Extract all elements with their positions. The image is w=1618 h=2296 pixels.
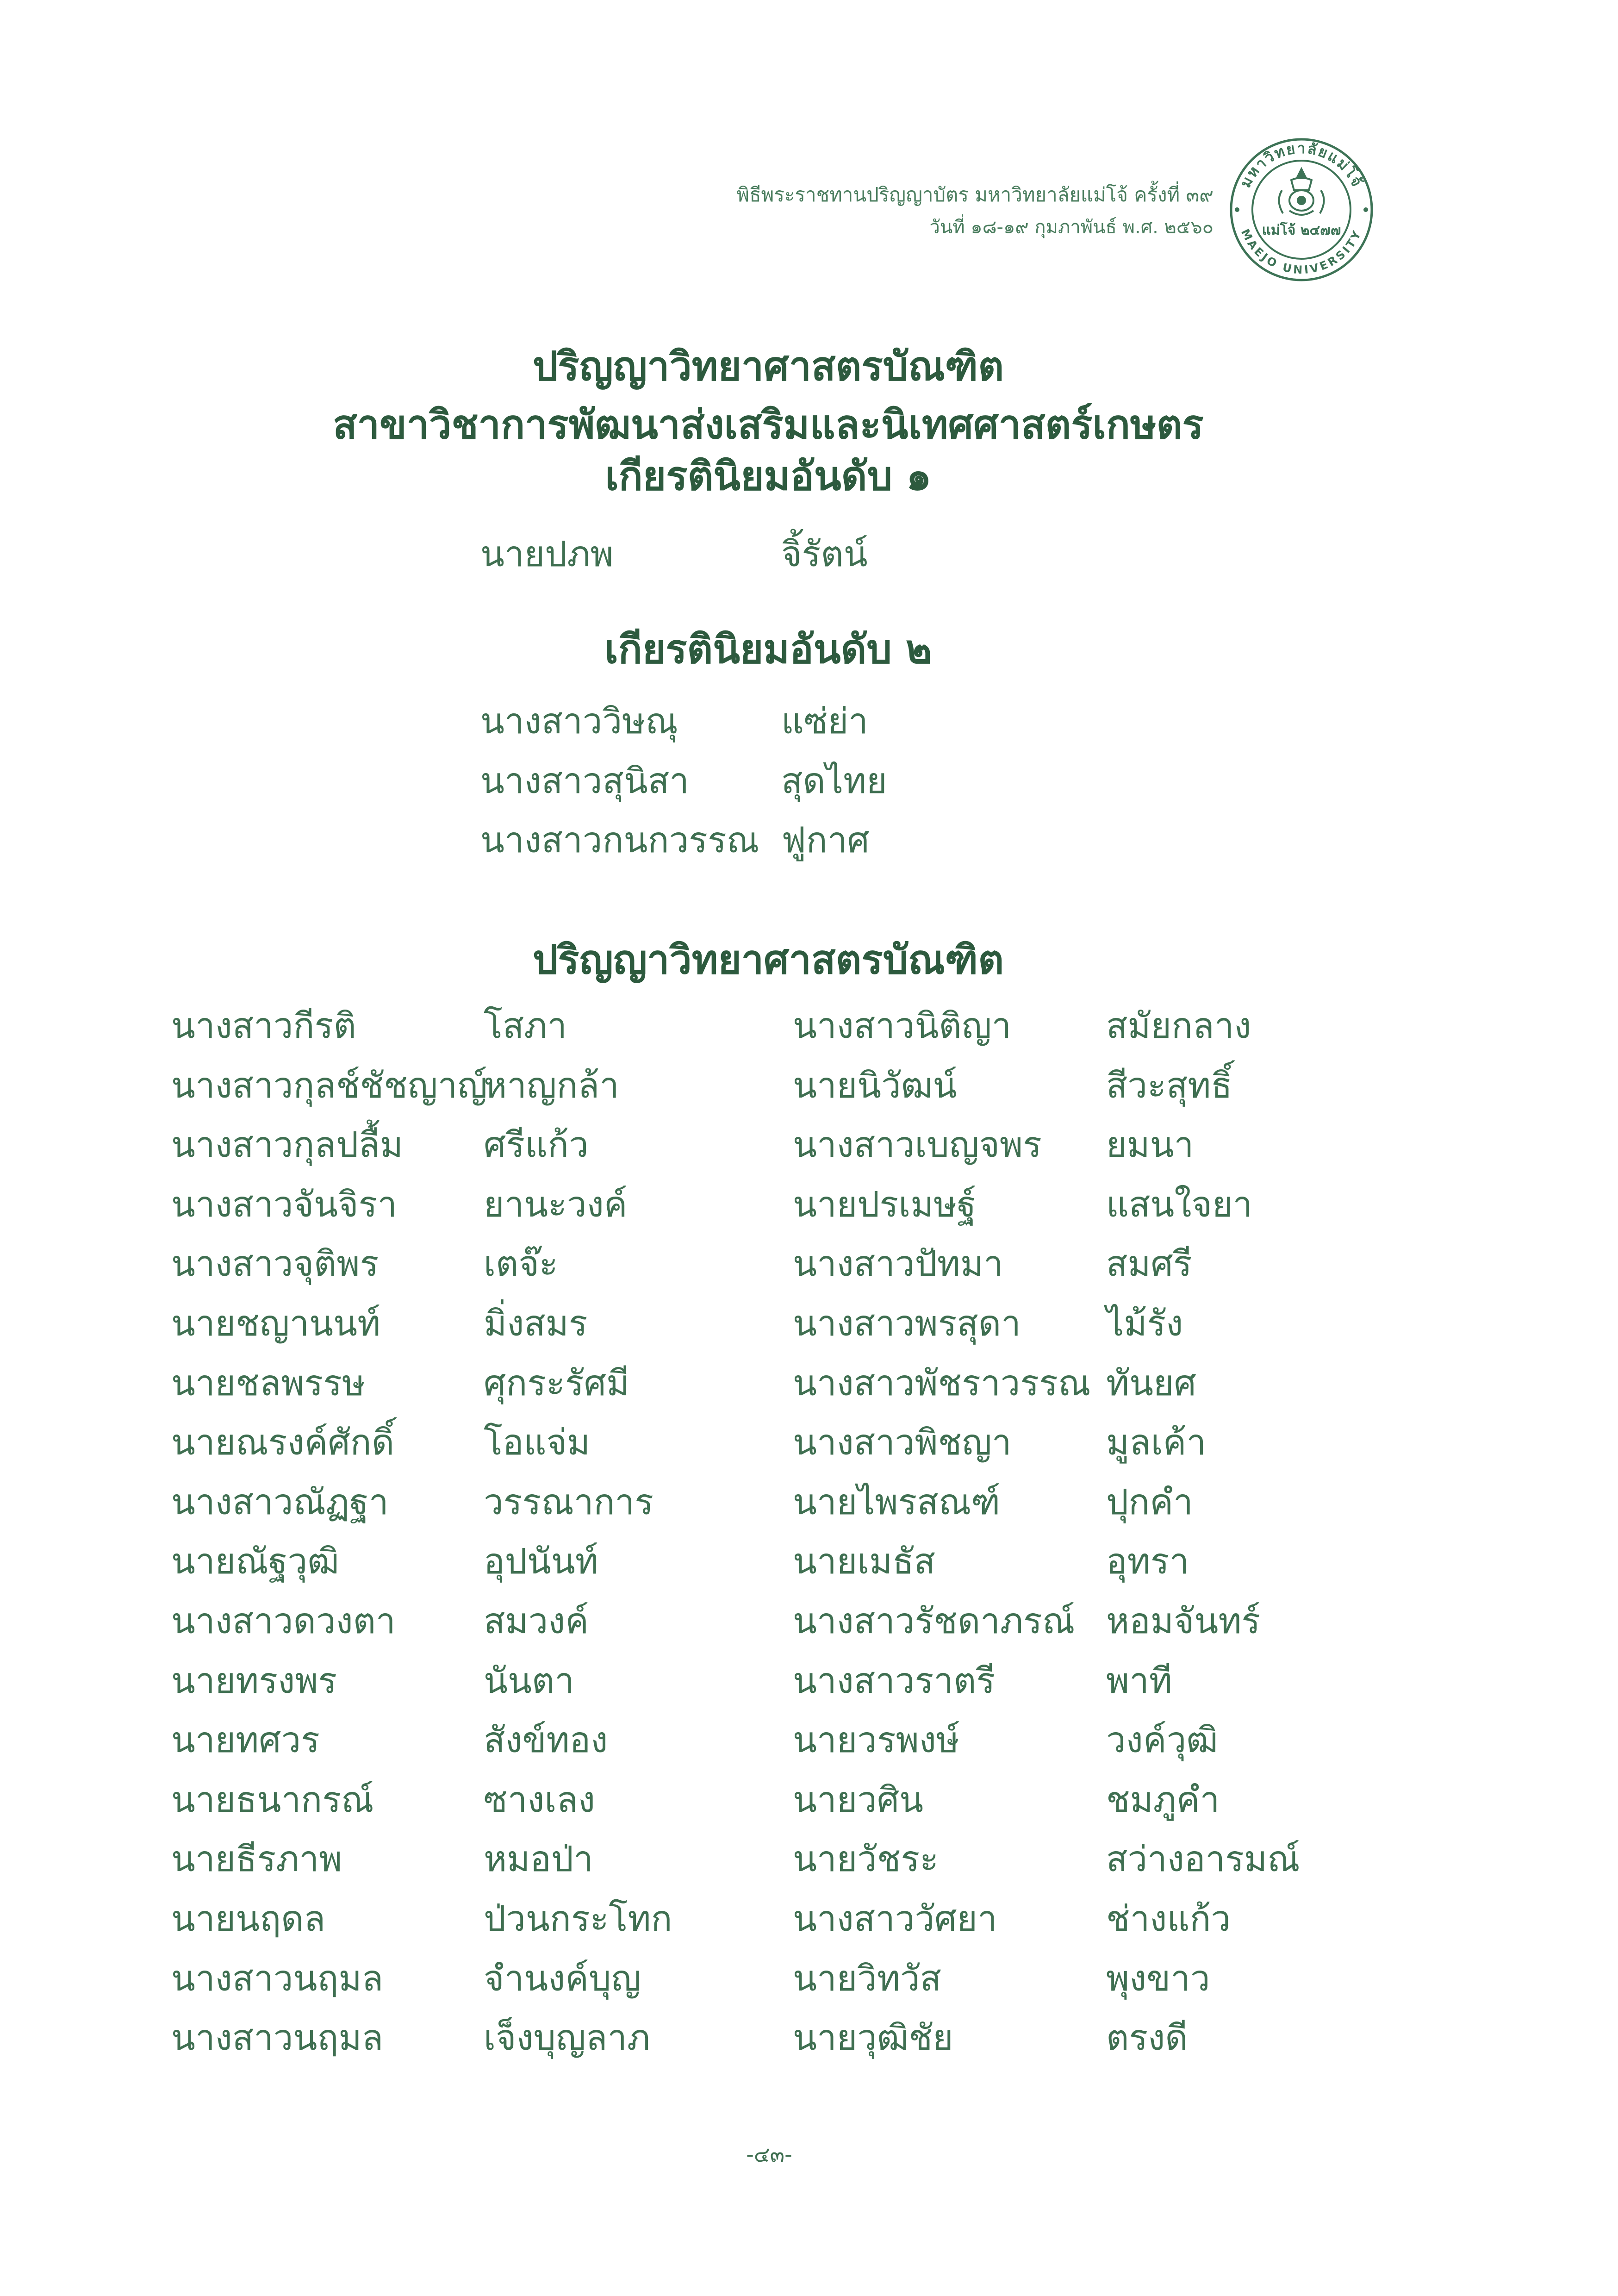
graduate-list-right-column	[793, 996, 1394, 2068]
graduate-given-name: นางสาวกีรติ	[171, 1005, 356, 1046]
graduate-row	[793, 1056, 1394, 1116]
graduate-surname: ช่างแก้ว	[1106, 1897, 1231, 1939]
graduate-row	[171, 1591, 773, 1651]
graduate-surname: ยมนา	[1106, 1124, 1194, 1166]
graduate-given-name: นายวรพงษ์	[793, 1719, 959, 1761]
graduate-row	[171, 1175, 773, 1235]
graduate-row	[480, 524, 1082, 584]
graduate-surname: เตจ๊ะ	[484, 1243, 558, 1285]
graduate-row	[480, 811, 1082, 870]
graduate-row	[793, 2008, 1394, 2068]
graduate-given-name: นางสาวณัฏฐา	[171, 1481, 389, 1522]
graduate-row	[171, 1651, 773, 1711]
graduate-row	[793, 996, 1394, 1056]
graduate-row	[793, 1710, 1394, 1770]
ceremony-date: วันที่ ๑๘-๑๙ กุมภาพันธ์ พ.ศ. ๒๕๖๐	[929, 217, 1214, 238]
graduate-given-name: นายชลพรรษ	[171, 1362, 366, 1404]
graduate-row	[171, 1949, 773, 2009]
graduate-row	[480, 751, 1082, 811]
graduate-given-name: นางสาวจุติพร	[171, 1243, 379, 1285]
graduate-row	[793, 1175, 1394, 1235]
honors-2-heading: เกียรตินิยมอันดับ ๒	[604, 626, 932, 673]
graduate-given-name: นางสาวรัชดาภรณ์	[793, 1600, 1075, 1641]
graduate-given-name: นางสาวกนกวรรณ	[480, 819, 759, 861]
graduate-row	[171, 1472, 773, 1532]
graduate-surname: ศุกระรัศมี	[484, 1362, 630, 1404]
graduate-surname: สุดไทย	[781, 760, 887, 801]
graduate-given-name: นายณัฐวุฒิ	[171, 1541, 339, 1582]
graduate-surname: สังข์ทอง	[484, 1719, 608, 1761]
graduate-row	[793, 1234, 1394, 1294]
graduate-surname: ชมภูคำ	[1106, 1778, 1220, 1820]
graduate-given-name: นายวัชระ	[793, 1838, 939, 1880]
graduate-row	[793, 1354, 1394, 1413]
graduate-given-name: นางสาวนฤมล	[171, 1957, 384, 1999]
regular-degree-heading: ปริญญาวิทยาศาสตรบัณฑิต	[532, 937, 1004, 983]
graduate-given-name: นายเมธัส	[793, 1541, 936, 1582]
graduate-surname: หอมจันทร์	[1106, 1600, 1261, 1641]
major-title: สาขาวิชาการพัฒนาส่งเสริมและนิเทศศาสตร์เกษตร	[333, 402, 1204, 448]
graduate-row	[793, 1770, 1394, 1830]
graduate-given-name: นางสาววิษณุ	[480, 700, 678, 742]
graduate-surname: ป่วนกระโทก	[484, 1897, 672, 1939]
graduate-row	[171, 1115, 773, 1175]
graduate-given-name: นายวิทวัส	[793, 1957, 941, 1999]
graduate-surname: หมอป่า	[484, 1838, 593, 1880]
logo-year-line: แม่โจ้ ๒๔๗๗	[1262, 222, 1341, 238]
graduate-row	[171, 1532, 773, 1591]
graduate-given-name: นายทศวร	[171, 1719, 320, 1761]
graduate-surname: ตรงดี	[1106, 2017, 1188, 2059]
graduate-given-name: นางสาวจันจิรา	[171, 1183, 397, 1225]
graduate-given-name: นายนฤดล	[171, 1897, 326, 1939]
graduate-row	[793, 1115, 1394, 1175]
graduate-given-name: นางสาวราตรี	[793, 1660, 996, 1701]
graduate-surname: ศรีแก้ว	[484, 1124, 589, 1166]
graduate-surname: จำนงค์บุญ	[484, 1957, 641, 1999]
graduate-given-name: นางสาวดวงตา	[171, 1600, 396, 1641]
graduate-row	[171, 1234, 773, 1294]
graduate-given-name: นางสาวพัชราวรรณ	[793, 1362, 1091, 1404]
graduate-surname: พาที	[1106, 1660, 1172, 1701]
graduate-surname: สมัยกลาง	[1106, 1005, 1251, 1046]
graduate-surname: ฟูกาศ	[781, 819, 870, 861]
honors-1-heading: เกียรตินิยมอันดับ ๑	[605, 453, 932, 499]
graduate-row	[171, 1294, 773, 1354]
logo-thai-name: มหาวิทยาลัยแม่โจ้	[1236, 139, 1367, 191]
graduate-given-name: นายทรงพร	[171, 1660, 337, 1701]
graduate-given-name: นางสาวนฤมล	[171, 2017, 384, 2059]
graduate-surname: ทันยศ	[1106, 1362, 1196, 1404]
graduate-row	[171, 1413, 773, 1472]
graduate-row	[171, 2008, 773, 2068]
graduate-given-name: นายปรเมษฐ์	[793, 1183, 977, 1225]
graduate-given-name: นางสาววัศยา	[793, 1897, 997, 1939]
graduate-surname: สมศรี	[1106, 1243, 1192, 1285]
graduate-surname: เจ็งบุญลาภ	[484, 2017, 650, 2059]
graduate-given-name: นางสาวเบญจพร	[793, 1124, 1042, 1166]
degree-title: ปริญญาวิทยาศาสตรบัณฑิต	[532, 343, 1004, 390]
graduate-row	[480, 692, 1082, 751]
svg-text:มหาวิทยาลัยแม่โจ้	[1236, 139, 1366, 190]
graduate-given-name: นายชญานนท์	[171, 1302, 381, 1344]
honors-1-list	[480, 524, 1082, 584]
graduate-given-name: นายธีรภาพ	[171, 1838, 342, 1880]
graduate-row	[793, 1889, 1394, 1949]
graduate-row	[171, 1770, 773, 1830]
graduate-row	[171, 1710, 773, 1770]
graduate-surname: โอแจ่ม	[484, 1422, 591, 1463]
graduate-surname: สว่างอารมณ์	[1106, 1838, 1300, 1880]
graduate-given-name: นางสาวปัทมา	[793, 1243, 1003, 1285]
graduate-surname: สีวะสุทธิ์	[1106, 1064, 1232, 1106]
graduate-surname: อุปนันท์	[484, 1541, 598, 1582]
graduate-given-name: นายปภพ	[480, 533, 614, 574]
honors-2-list	[480, 692, 1082, 870]
university-logo	[1227, 136, 1375, 284]
graduate-surname: โสภา	[484, 1005, 567, 1046]
graduate-row	[171, 996, 773, 1056]
graduate-given-name: นางสาวพรสุดา	[793, 1302, 1021, 1344]
graduate-row	[171, 1354, 773, 1413]
graduate-surname: แซ่ย่า	[781, 700, 868, 742]
logo-english-name: MAEJO UNIVERSITY	[1238, 227, 1364, 277]
graduate-surname: หาญกล้า	[484, 1064, 619, 1106]
graduate-given-name: นางสาวสุนิสา	[480, 760, 689, 801]
graduate-row	[793, 1294, 1394, 1354]
graduate-row	[793, 1591, 1394, 1651]
graduate-surname: มิ่งสมร	[484, 1302, 588, 1344]
graduate-surname: จิ้รัตน์	[781, 533, 868, 574]
graduate-given-name: นายธนากรณ์	[171, 1778, 374, 1820]
graduate-surname: อุทรา	[1106, 1541, 1189, 1582]
graduate-surname: ยานะวงค์	[484, 1183, 628, 1225]
emblem-icon	[1279, 169, 1324, 215]
graduate-row	[793, 1413, 1394, 1472]
graduate-list-left-column	[171, 996, 773, 2068]
graduate-surname: วรรณาการ	[484, 1481, 654, 1522]
graduate-surname: นันตา	[484, 1660, 574, 1701]
graduate-given-name: นายไพรสณฑ์	[793, 1481, 1001, 1522]
graduate-surname: มูลเค้า	[1106, 1422, 1207, 1463]
graduate-given-name: นายวุฒิชัย	[793, 2017, 953, 2059]
graduate-given-name: นางสาวกุลช์ชัชญาญ์	[171, 1064, 487, 1106]
graduate-given-name: นางสาวนิติญา	[793, 1005, 1012, 1046]
graduate-row	[793, 1532, 1394, 1591]
page-number: -๔๓-	[746, 2142, 792, 2167]
ceremony-title: พิธีพระราชทานปริญญาบัตร มหาวิทยาลัยแม่โจ้ ครั้งที่ ๓๙	[736, 183, 1214, 206]
graduate-given-name: นายนิวัฒน์	[793, 1064, 957, 1106]
graduate-given-name: นางสาวพิชญา	[793, 1422, 1012, 1463]
graduate-surname: วงค์วุฒิ	[1106, 1719, 1218, 1761]
graduate-row	[793, 1651, 1394, 1711]
graduate-given-name: นายณรงค์ศักดิ์	[171, 1422, 395, 1463]
graduate-surname: พุงขาว	[1106, 1957, 1210, 1999]
graduate-row	[793, 1829, 1394, 1889]
graduate-surname: ไม้รัง	[1106, 1302, 1183, 1344]
graduate-surname: สมวงค์	[484, 1600, 589, 1641]
graduate-row	[171, 1829, 773, 1889]
graduate-row	[171, 1889, 773, 1949]
graduate-row	[793, 1949, 1394, 2009]
graduate-surname: ปุกคำ	[1106, 1481, 1193, 1522]
graduate-surname: แสนใจยา	[1106, 1183, 1253, 1225]
graduate-row	[171, 1056, 773, 1116]
graduate-row	[793, 1472, 1394, 1532]
graduate-given-name: นายวศิน	[793, 1778, 924, 1820]
graduate-given-name: นางสาวกุลปลื้ม	[171, 1124, 403, 1166]
graduate-surname: ซางเลง	[484, 1778, 596, 1820]
